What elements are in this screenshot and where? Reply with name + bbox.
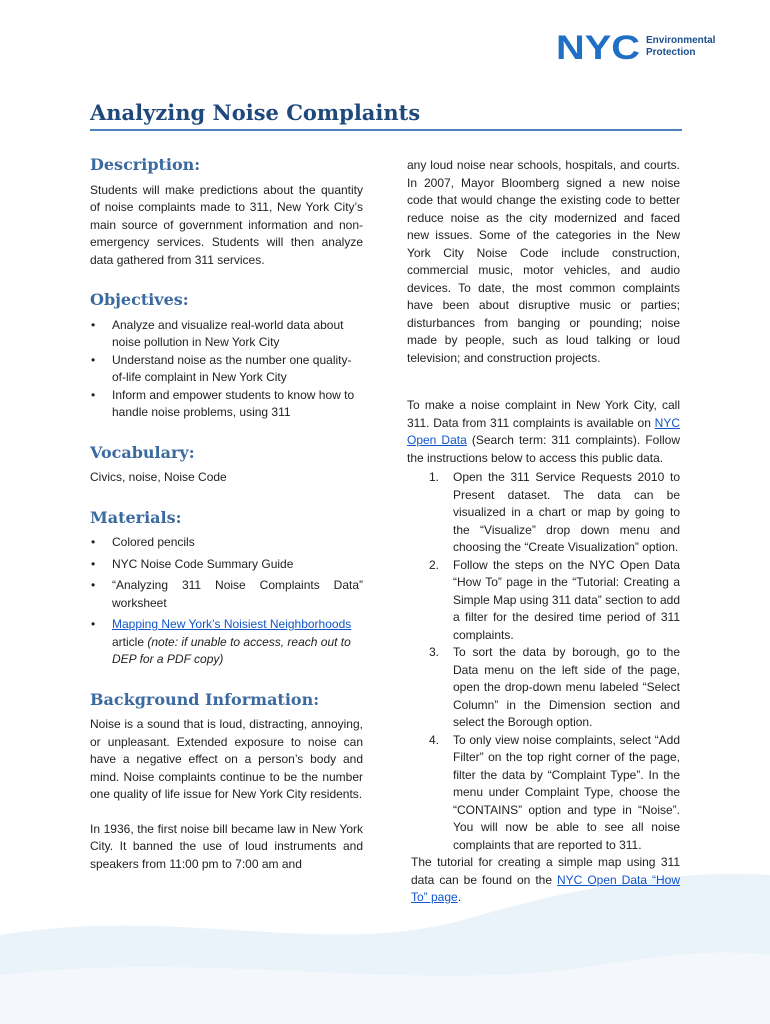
background-paragraph-1: Noise is a sound that is loud, distracting, annoying, or unpleasant. Extended exposure to noise can have a negative effect on a person’s body and mind. Noise complaints continue to be the number one quality of life issue for New York City residents. (90, 717, 363, 801)
objective-text: Inform and empower students to know how to handle noise problems, using 311 (112, 387, 355, 419)
list-item (90, 317, 363, 352)
step-number: 1. (429, 470, 440, 484)
description-heading: Description: (90, 155, 201, 174)
background-section (90, 691, 363, 874)
background-paragraph-3: any loud noise near schools, hospitals, and courts. In 2007, Mayor Bloomberg signed a new noise code that would change the existing code to better reduce noise as the city modernized and faced new issues. Some of the categories in the New York City Noise Code include construction, commercial music, motor vehicles, and audio devices. To date, the most common complaints have been about disruptive music or parties; disturbances from banging or pounding; noise made by people, such as loud talking or loud television; and construction projects. (407, 158, 680, 365)
paragraph-text: The tutorial for creating a simple map using 311 data can be found on the (411, 855, 680, 887)
bullet-icon: • (91, 578, 96, 592)
how-to-page-link[interactable]: NYC Open Data “How To” page (411, 872, 680, 904)
paragraph-text: . (457, 890, 462, 904)
list-item (90, 352, 363, 387)
objectives-section (90, 291, 363, 422)
bullet-icon: • (91, 387, 96, 402)
nyc-open-data-link[interactable]: NYC Open Data (407, 415, 680, 447)
step-text: To sort the data by borough, go to the Data menu on the left side of the page, open the drop-down menu labeled “Select Column” in the Dimension section and select the Borough option. (453, 645, 680, 729)
material-note: (note: if unable to access, reach out to DEP for a PDF copy) (112, 634, 351, 666)
paragraph-text: To make a noise complaint in New York City, call 311. Data from 311 complaints is available on (407, 398, 680, 430)
bullet-icon: • (91, 317, 96, 332)
org-name (646, 35, 715, 59)
material-text: Colored pencils (112, 535, 195, 549)
description-text: Students will make predictions about the quantity of noise complaints made to 311, New York City’s main source of government information and non-emergency services. Students will then analyze data gathered from 311 services. (90, 182, 363, 267)
vocabulary-section (90, 444, 363, 487)
right-column (407, 157, 680, 907)
open-data-paragraph (407, 397, 680, 467)
nyc-dep-logo (556, 30, 716, 64)
step-text: To only view noise complaints, select “Add Filter” on the top right corner of the page, filter the data by “Complaint Type”. In the menu under Complaint Type, choose the “CONTAINS” option and type in “Noise”. You will now be able to see all noise complaints that are reported to 311. (453, 732, 680, 852)
paragraph-text: (Search term: 311 complaints). Follow the instructions below to access this public data. (407, 433, 680, 465)
step-number: 2. (429, 557, 440, 572)
objective-text: Analyze and visualize real-world data about noise pollution in New York City (112, 317, 344, 349)
step-number: 3. (429, 645, 440, 659)
bullet-icon: • (91, 535, 96, 549)
objectives-heading: Objectives: (90, 290, 189, 309)
list-item (407, 557, 680, 645)
bullet-icon: • (91, 556, 96, 571)
background-heading: Background Information: (90, 689, 320, 709)
vocabulary-text: Civics, noise, Noise Code (90, 470, 227, 484)
org-line-1: Environmental (646, 35, 716, 46)
step-number: 4. (429, 732, 440, 747)
objectives-list (90, 317, 363, 422)
materials-heading: Materials: (90, 507, 182, 527)
step-text: Open the 311 Service Requests 2010 to Present dataset. The data can be visualized in a chart or map by going to the “Visualize” drop down menu and choosing the “Create Visualization” option. (453, 470, 680, 554)
list-item (90, 577, 363, 612)
list-item (407, 732, 680, 855)
bullet-icon: • (91, 352, 96, 367)
tutorial-paragraph (407, 854, 680, 907)
material-text: article (112, 634, 148, 649)
list-item (407, 644, 680, 732)
material-text: NYC Noise Code Summary Guide (112, 556, 294, 571)
materials-section (90, 509, 363, 669)
list-item (90, 534, 363, 552)
list-item (90, 387, 363, 422)
svg-text:NYC: NYC (556, 30, 640, 64)
list-item (90, 556, 363, 574)
left-column (90, 156, 363, 873)
page-title: Analyzing Noise Complaints (90, 100, 421, 125)
org-line-2: Protection (646, 47, 696, 58)
background-paragraph-2: In 1936, the first noise bill became law in New York City. It banned the use of loud instruments and speakers from 11:00 pm to 7:00 am and (90, 821, 363, 871)
objective-text: Understand noise as the number one quality-of-life complaint in New York City (112, 352, 352, 384)
title-divider (90, 129, 682, 131)
material-text: “Analyzing 311 Noise Complaints Data” worksheet (112, 578, 363, 610)
steps-list (407, 469, 680, 854)
materials-list (90, 534, 363, 669)
description-section (90, 156, 363, 269)
list-item (90, 616, 363, 669)
step-text: Follow the steps on the NYC Open Data “How To” page in the “Tutorial: Creating a Simple Map using 311 data” section to add a filter for the desired time period of 311 complaints. (453, 557, 680, 642)
vocabulary-heading: Vocabulary: (90, 442, 195, 462)
nyc-logo-mark (556, 30, 642, 64)
bullet-icon: • (91, 617, 96, 631)
noisiest-neighborhoods-link[interactable]: Mapping New York’s Noisiest Neighborhoods (112, 617, 352, 631)
list-item (407, 469, 680, 557)
